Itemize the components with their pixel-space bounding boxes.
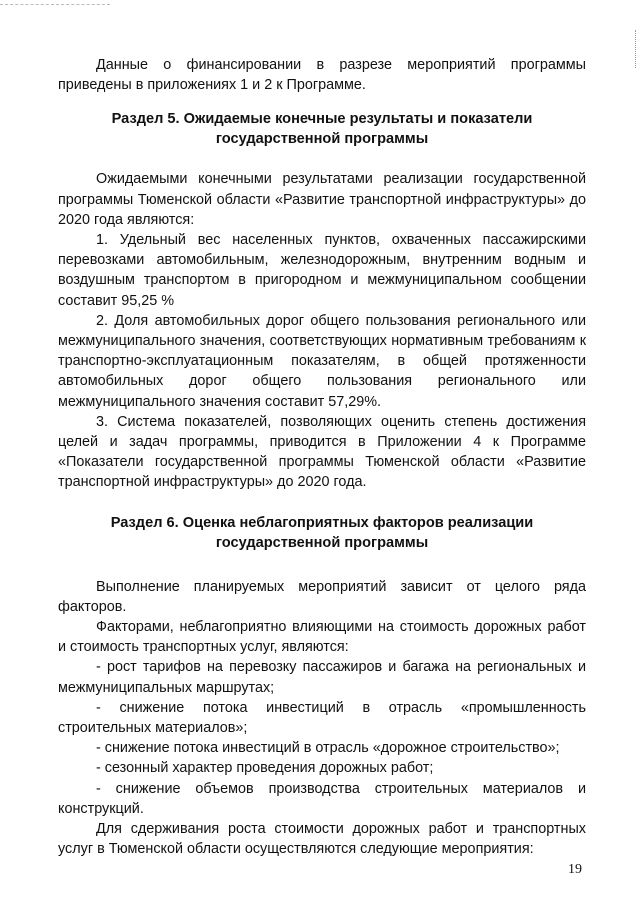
scan-edge-line [0, 4, 110, 5]
section-6-paragraph: Выполнение планируемых мероприятий зависит от целого ряда факторов. [58, 578, 586, 615]
section-6-list-item: - снижение объемов производства строительных материалов и конструкций. [58, 780, 586, 817]
section-5-title-line-2: государственной программы [215, 131, 429, 148]
section-6-list-item: - сезонный характер проведения дорожных работ; [96, 760, 434, 777]
section-5-paragraph: 3. Система показателей, позволяющих оценить степень достижения целей и задач программы, приводится в Приложении 4 к Программе «Показатели государственной программы Тюменской области «Развитие транспортной инфраструктуры» до 2020 года. [58, 413, 586, 491]
section-6-list-item: - снижение потока инвестиций в отрасль «промышленность строительных материалов»; [58, 699, 586, 737]
section-5-paragraph: 2. Доля автомобильных дорог общего пользования регионального или межмуниципального значения, соответствующих нормативным требованиям к транспортно-эксплуатационным показателям, в общей протяженности автомобильных дорог общего пользования регионального или межмуниципального значения составит 57,29%. [58, 312, 586, 410]
section-5-heading [58, 109, 586, 149]
section-6-paragraph: Для сдерживания роста стоимости дорожных работ и транспортных услуг в Тюменской области осуществляются следующие мероприятия: [58, 821, 586, 858]
section-5-title-line-1: Раздел 5. Ожидаемые конечные результаты и показатели [111, 111, 533, 128]
financing-paragraph: Данные о финансировании в разрезе мероприятий программы приведены в приложениях 1 и 2 к Программе. [58, 57, 586, 94]
section-6-title-line-2: государственной программы [215, 534, 429, 551]
section-6-heading [58, 513, 586, 553]
section-6-list-item: - рост тарифов на перевозку пассажиров и багажа на региональных и межмуниципальных маршрутах; [58, 659, 586, 696]
section-5-paragraph: Ожидаемыми конечными результатами реализации государственной программы Тюменской области «Развитие транспортной инфраструктуры» до 2020 года являются: [58, 171, 586, 228]
section-5-paragraph: 1. Удельный вес населенных пунктов, охваченных пассажирскими перевозками автомобильным, железнодорожным, внутренним водным и воздушным транспортом в пригородном и межмуниципальном сообщении составит 95,25 % [58, 232, 586, 309]
page-number: 19 [568, 862, 582, 877]
scan-edge-mark [632, 30, 636, 68]
section-6-title-line-1: Раздел 6. Оценка неблагоприятных факторов реализации [110, 514, 534, 531]
section-6-list-item: - снижение потока инвестиций в отрасль «дорожное строительство»; [96, 740, 560, 757]
section-6-paragraph: Факторами, неблагоприятно влияющими на стоимость дорожных работ и стоимость транспортных услуг, являются: [58, 619, 586, 656]
page-content [58, 55, 586, 860]
